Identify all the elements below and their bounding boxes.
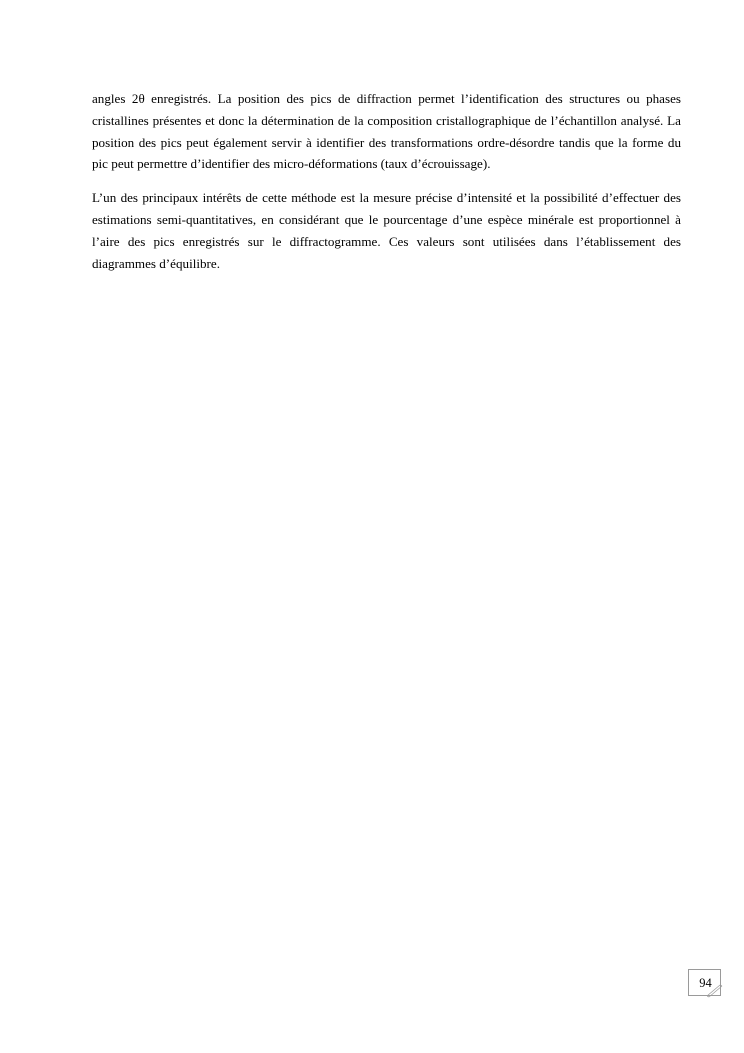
page-corner-fold-icon [707, 984, 723, 998]
paragraph-1: angles 2θ enregistrés. La position des pics de diffraction permet l’identification des structures ou phases cristallines présentes et donc la détermination de la composition cristallographique de l’échantillon analysé. La position des pics peut également servir à identifier des transformations ordre-désordre tandis que la forme du pic peut permettre d’identifier des micro-déformations (taux d’écrouissage). [92, 91, 681, 172]
page-number: 94 [699, 976, 712, 990]
page-body-text [92, 88, 681, 274]
paragraph-2: L’un des principaux intérêts de cette méthode est la mesure précise d’intensité et la possibilité d’effectuer des estimations semi-quantitatives, en considérant que le pourcentage d’une espèce minérale est proportionnel à l’aire des pics enregistrés sur le diffractogramme. Ces valeurs sont utilisées dans l’établissement des diagrammes d’équilibre. [92, 190, 681, 271]
